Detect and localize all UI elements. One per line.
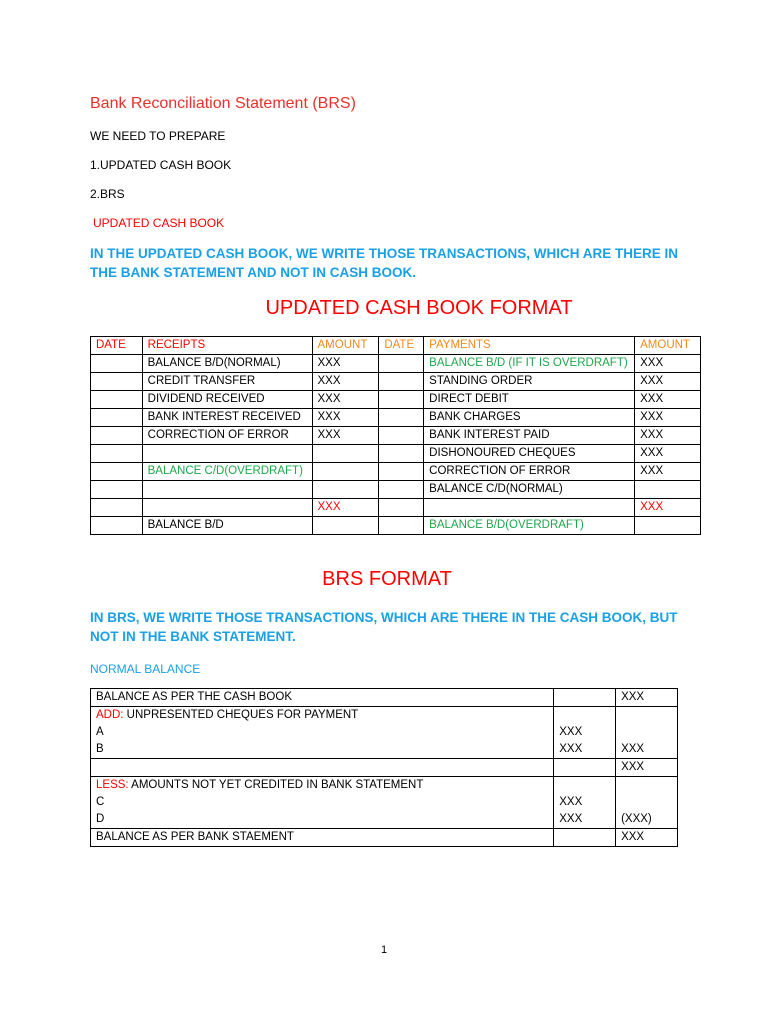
cell-amount: XXX [635, 445, 701, 463]
heading-cash-book-format: UPDATED CASH BOOK FORMAT [265, 297, 573, 319]
add-prefix: ADD: [96, 709, 124, 721]
table-row [91, 481, 701, 499]
cell-payment: BANK INTEREST PAID [424, 427, 635, 445]
less-text: AMOUNTS NOT YET CREDITED IN BANK STATEMENT [128, 779, 424, 791]
cell-amount [554, 689, 616, 707]
table-row [91, 463, 701, 481]
add-text: UNPRESENTED CHEQUES FOR PAYMENT [123, 709, 359, 721]
table-row [91, 499, 701, 517]
list-item-brs: 2.BRS [90, 187, 125, 201]
table-row [91, 391, 701, 409]
item-a: A [96, 726, 104, 738]
cell-receipt: DIVIDEND RECEIVED [142, 391, 312, 409]
brs-explanation: IN BRS, WE WRITE THOSE TRANSACTIONS, WHICH ARE THERE IN THE CASH BOOK, BUT NOT IN THE BANK STATEMENT. [90, 610, 678, 644]
cell-amount: XXX [312, 373, 379, 391]
cell-amount [635, 517, 701, 535]
cell-amount [312, 463, 379, 481]
header-date-receipts: DATE [91, 337, 143, 355]
cell-date [379, 481, 424, 499]
table-row [91, 355, 701, 373]
cell-date [91, 427, 143, 445]
cell-date [91, 481, 143, 499]
cell-label [91, 707, 554, 759]
cell-amount: XXX [635, 373, 701, 391]
cell-amount: XXX [312, 409, 379, 427]
cell-date [91, 355, 143, 373]
cell-receipt: BALANCE C/D(OVERDRAFT) [142, 463, 312, 481]
cell-amount [554, 777, 616, 829]
amount-b: XXX [559, 743, 583, 755]
cell-date [379, 427, 424, 445]
heading-brs-format: BRS FORMAT [322, 568, 452, 590]
table-row [91, 689, 678, 707]
total-less: (XXX) [621, 813, 652, 825]
header-receipts: RECEIPTS [142, 337, 312, 355]
header-payments: PAYMENTS [424, 337, 635, 355]
cell-amount: XXX [635, 409, 701, 427]
cash-book-table [90, 336, 701, 535]
cell-payment: BALANCE C/D(NORMAL) [424, 481, 635, 499]
table-row [91, 829, 678, 847]
table-row [91, 759, 678, 777]
table-row [91, 517, 701, 535]
cell-amount [554, 829, 616, 847]
intro-line: WE NEED TO PREPARE [90, 129, 226, 143]
cell-payment: STANDING ORDER [424, 373, 635, 391]
cell-date [91, 463, 143, 481]
cell-label: BALANCE AS PER BANK STAEMENT [91, 829, 554, 847]
item-d: D [96, 813, 105, 825]
table-row [91, 707, 678, 759]
cell-label [91, 777, 554, 829]
cell-receipt [142, 481, 312, 499]
item-c: C [96, 796, 105, 808]
cell-date [379, 391, 424, 409]
cell-date [379, 355, 424, 373]
cell-receipt: BALANCE B/D(NORMAL) [142, 355, 312, 373]
cell-date [91, 499, 143, 517]
table-row [91, 409, 701, 427]
cell-total: XXX [616, 829, 678, 847]
cell-amount: XXX [635, 499, 701, 517]
header-amount-receipts: AMOUNT [312, 337, 379, 355]
table-row [91, 427, 701, 445]
list-item-cash-book: 1.UPDATED CASH BOOK [90, 158, 232, 172]
cell-receipt: CREDIT TRANSFER [142, 373, 312, 391]
cell-total [616, 707, 678, 759]
table-row [91, 373, 701, 391]
cell-amount [554, 759, 616, 777]
cell-payment: BALANCE B/D (IF IT IS OVERDRAFT) [424, 355, 635, 373]
cell-date [91, 517, 143, 535]
less-prefix: LESS: [96, 779, 129, 791]
cell-label: BALANCE AS PER THE CASH BOOK [91, 689, 554, 707]
cell-payment: DIRECT DEBIT [424, 391, 635, 409]
table-header-row [91, 337, 701, 355]
brs-table [90, 688, 678, 847]
cell-total: XXX [616, 689, 678, 707]
cell-receipt [142, 445, 312, 463]
cell-payment: BALANCE B/D(OVERDRAFT) [424, 517, 635, 535]
doc-title: Bank Reconciliation Statement (BRS) [90, 95, 356, 112]
cell-date [91, 409, 143, 427]
cell-receipt: CORRECTION OF ERROR [142, 427, 312, 445]
cell-amount [312, 517, 379, 535]
cell-amount: XXX [635, 355, 701, 373]
cell-amount [554, 707, 616, 759]
cell-amount [312, 445, 379, 463]
amount-c: XXX [559, 796, 583, 808]
cell-payment: DISHONOURED CHEQUES [424, 445, 635, 463]
item-b: B [96, 743, 104, 755]
cell-date [91, 391, 143, 409]
cell-date [379, 445, 424, 463]
cell-label [91, 759, 554, 777]
table-row [91, 445, 701, 463]
cell-amount: XXX [312, 355, 379, 373]
cell-amount: XXX [635, 427, 701, 445]
cell-payment [424, 499, 635, 517]
page-number: 1 [380, 944, 388, 956]
total-add: XXX [621, 743, 645, 755]
amount-a: XXX [559, 726, 583, 738]
cell-amount: XXX [312, 427, 379, 445]
header-date-payments: DATE [379, 337, 424, 355]
cell-date [91, 373, 143, 391]
subheading-normal-balance: NORMAL BALANCE [90, 662, 201, 676]
cell-date [379, 463, 424, 481]
cell-date [379, 373, 424, 391]
cell-date [379, 499, 424, 517]
cell-total [616, 777, 678, 829]
cell-date [91, 445, 143, 463]
cell-payment: CORRECTION OF ERROR [424, 463, 635, 481]
amount-d: XXX [559, 813, 583, 825]
cell-receipt: BANK INTEREST RECEIVED [142, 409, 312, 427]
cell-amount [635, 481, 701, 499]
header-amount-payments: AMOUNT [635, 337, 701, 355]
cash-book-explanation: IN THE UPDATED CASH BOOK, WE WRITE THOSE TRANSACTIONS, WHICH ARE THERE IN THE BANK STATEMENT AND NOT IN CASH BOOK. [90, 246, 679, 280]
table-row [91, 777, 678, 829]
cell-amount [312, 481, 379, 499]
subheading-updated-cash-book: UPDATED CASH BOOK [93, 216, 225, 230]
cell-date [379, 409, 424, 427]
cell-total: XXX [616, 759, 678, 777]
cell-amount: XXX [635, 463, 701, 481]
cell-receipt: BALANCE B/D [142, 517, 312, 535]
cell-amount: XXX [312, 391, 379, 409]
cell-date [379, 517, 424, 535]
cell-amount: XXX [635, 391, 701, 409]
cell-receipt [142, 499, 312, 517]
cell-payment: BANK CHARGES [424, 409, 635, 427]
cell-amount: XXX [312, 499, 379, 517]
